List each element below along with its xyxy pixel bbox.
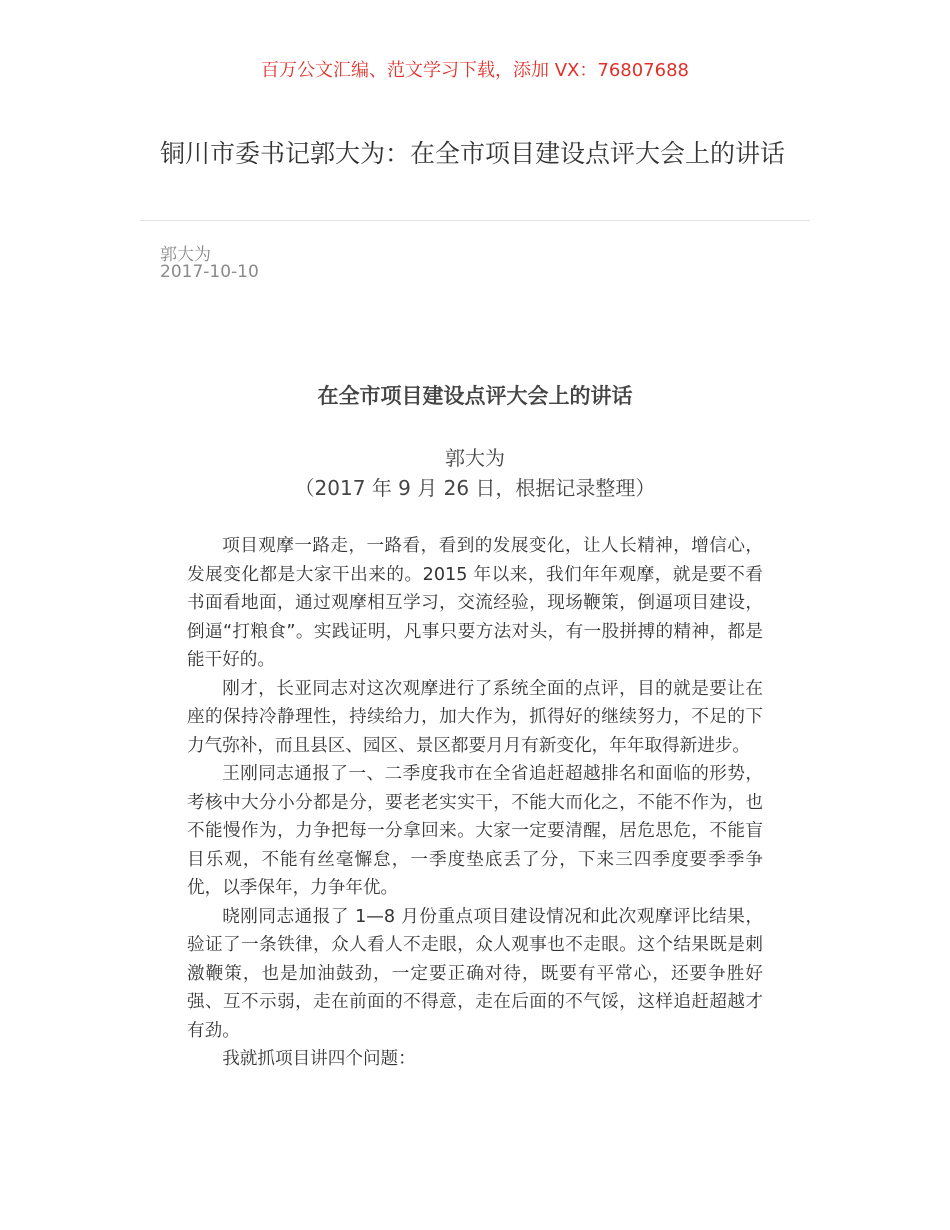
document-note: （2017 年 9 月 26 日，根据记录整理）	[294, 476, 656, 500]
paragraph: 刚才，长亚同志对这次观摩进行了系统全面的点评，目的就是要让在座的保持冷静理性，持续给力，加大作为，抓得好的继续努力，不足的下力气弥补，而且县区、园区、景区都要月月有新变化，年年取得新进步。	[187, 678, 763, 756]
document-body	[187, 532, 763, 1074]
document-speaker: 郭大为	[445, 446, 505, 470]
article-author: 郭大为	[160, 245, 211, 265]
paragraph: 我就抓项目讲四个问题：	[222, 1049, 416, 1069]
promo-banner: 百万公文汇编、范文学习下载，添加 VX：76807688	[261, 60, 689, 81]
paragraph: 项目观摩一路走，一路看，看到的发展变化，让人长精神，增信心，发展变化都是大家干出来的。2015 年以来，我们年年观摩，就是要不看书面看地面，通过观摩相互学习，交流经验，现场鞭策，倒逼项目建设，倒逼“打粮食”。实践证明，凡事只要方法对头，有一股拼搏的精神，都是能干好的。	[187, 536, 763, 670]
divider	[140, 220, 810, 221]
paragraph: 王刚同志通报了一、二季度我市在全省追赶超越排名和面临的形势，考核中大分小分都是分，要老老实实干，不能大而化之，不能不作为，也不能慢作为，力争把每一分拿回来。大家一定要清醒，居危思危，不能盲目乐观，不能有丝毫懈怠，一季度垫底丢了分，下来三四季度要季季争优，以季保年，力争年优。	[187, 764, 763, 898]
document-heading: 在全市项目建设点评大会上的讲话	[317, 384, 633, 408]
article-title: 铜川市委书记郭大为：在全市项目建设点评大会上的讲话	[160, 139, 786, 168]
article-date: 2017-10-10	[160, 262, 259, 282]
paragraph: 晓刚同志通报了 1—8 月份重点项目建设情况和此次观摩评比结果，验证了一条铁律，众人看人不走眼，众人观事也不走眼。这个结果既是刺激鞭策，也是加油鼓劲，一定要正确对待，既要有平常心，还要争胜好强、互不示弱，走在前面的不得意，走在后面的不气馁，这样追赶超越才有劲。	[187, 906, 763, 1041]
